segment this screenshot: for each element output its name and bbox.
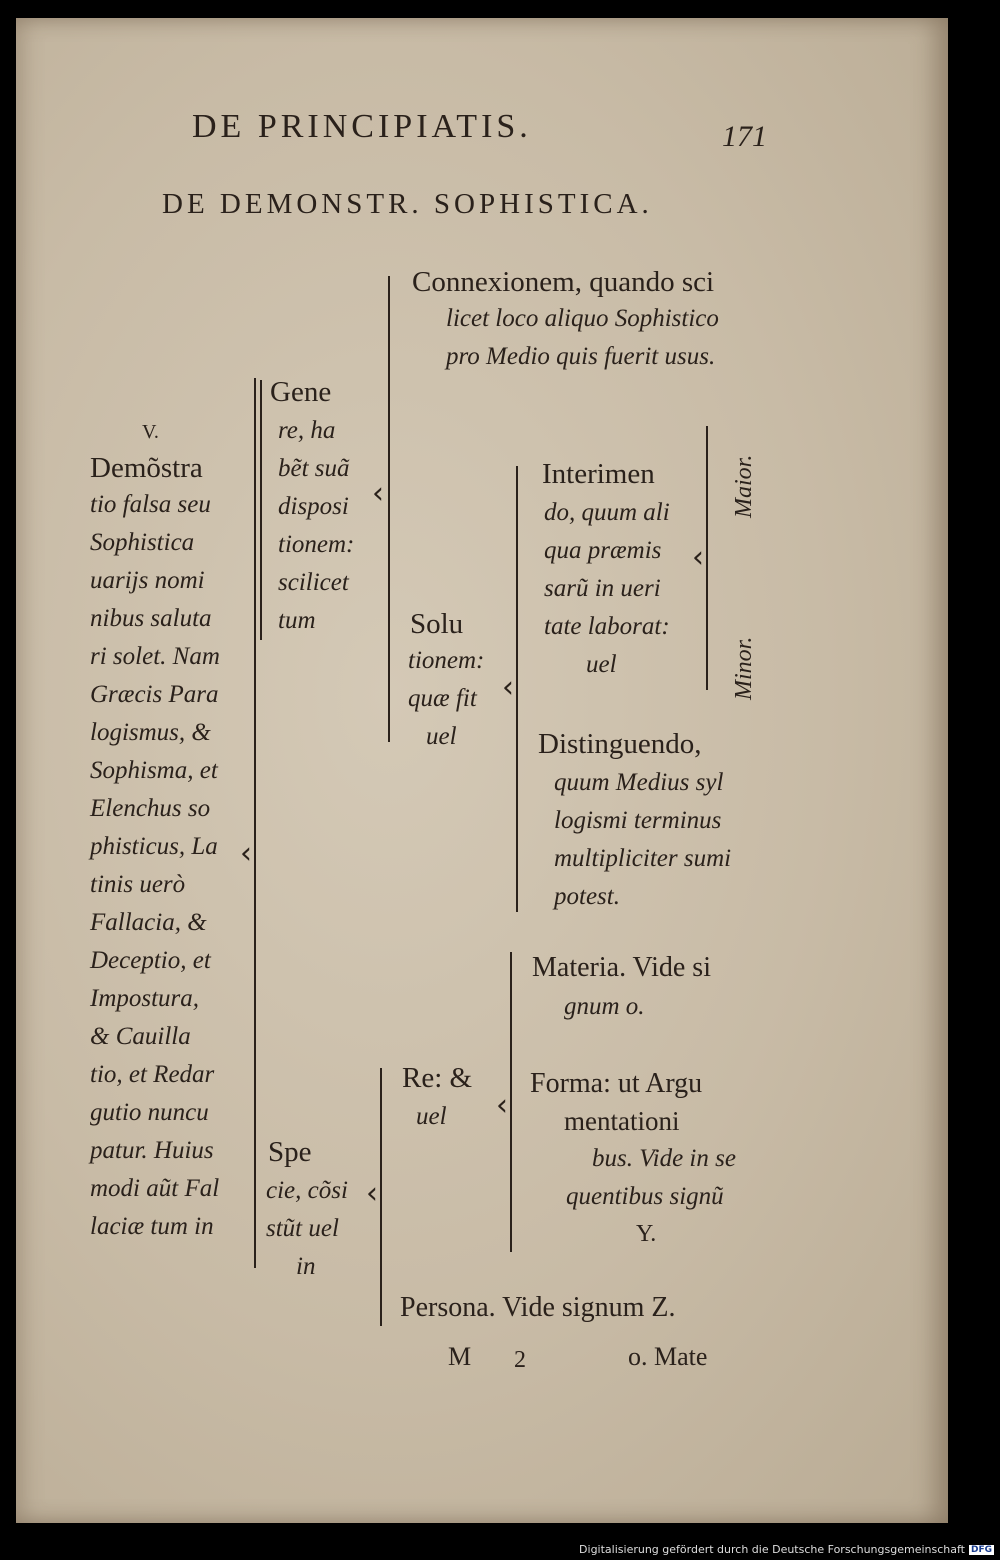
genere-brace-line (260, 380, 262, 640)
genere-line: tum (278, 607, 316, 634)
left-line: gutio nuncu (90, 1099, 209, 1126)
genere-line: re, ha (278, 417, 336, 444)
interimendo-line: qua præmis (544, 537, 662, 564)
left-line: tinis uerò (90, 871, 186, 898)
main-brace-point: ‹ (240, 836, 252, 871)
forma-text (530, 1068, 736, 1260)
persona-line: Persona. Vide signum Z. (400, 1292, 676, 1323)
distinguendo-head: Distinguendo, (538, 728, 702, 760)
solutionem-text (408, 648, 484, 762)
distinguendo-line: multipliciter sumi (554, 845, 732, 872)
genere-sub-brace-line (388, 276, 390, 742)
digitization-footer (579, 1543, 994, 1556)
left-column-text (90, 454, 220, 1252)
maior-label: Maior. (731, 454, 757, 518)
distinguendo-line: logismi terminus (554, 807, 722, 834)
specie-text (266, 1178, 348, 1292)
left-line: uarijs nomi (90, 567, 205, 594)
signature-mark: M (448, 1342, 472, 1371)
materia-line: Materia. Vide si (532, 952, 711, 983)
solutionem-line: tionem: (408, 647, 485, 674)
connexionem-text (412, 266, 719, 382)
specie-brace-point: ‹ (366, 1176, 378, 1211)
genere-line: scilicet (278, 569, 349, 596)
solutionem-line: quæ fit (408, 685, 477, 712)
left-line: Sophistica (90, 529, 195, 556)
main-brace-line (254, 378, 256, 1268)
interimendo-line: do, quum ali (544, 499, 670, 526)
section-title: DE DEMONSTR. SOPHISTICA. (162, 188, 653, 220)
page-number: 171 (722, 120, 767, 153)
connexionem-line: Connexionem, quando sci (412, 266, 715, 298)
left-line: laciæ tum in (90, 1213, 214, 1240)
distinguendo-text (554, 770, 731, 922)
interimendo-head: Interimen (542, 458, 655, 490)
genere-line: bẽt suã (278, 455, 350, 482)
interimendo-line: uel (586, 651, 617, 678)
genere-text (278, 418, 354, 646)
section-mark: V. (142, 421, 159, 443)
premise-brace-line (706, 426, 708, 690)
re-brace-point: ‹ (496, 1088, 508, 1123)
left-line: nibus saluta (90, 605, 212, 632)
left-line: Græcis Para (90, 681, 219, 708)
left-line: patur. Huius (90, 1137, 214, 1164)
left-line: Impostura, (90, 985, 200, 1012)
catchword: o. Mate (628, 1342, 708, 1371)
solutionem-brace-line (516, 466, 518, 912)
materia-line: gnum o. (564, 993, 645, 1020)
left-line: Sophisma, et (90, 757, 218, 784)
genere-line: disposi (278, 493, 349, 520)
left-line: Elenchus so (90, 795, 211, 822)
specie-line: in (296, 1253, 316, 1280)
left-line: tio falsa seu (90, 491, 211, 518)
specie-brace-line (380, 1068, 382, 1326)
distinguendo-line: potest. (554, 883, 620, 910)
genere-sub-brace-point: ‹ (372, 476, 384, 511)
left-line: logismus, & (90, 719, 211, 746)
specie-line: cie, cõsi (266, 1177, 348, 1204)
forma-line: bus. Vide in se (592, 1145, 736, 1172)
gathering-number: 2 (514, 1347, 526, 1373)
book-page (16, 18, 948, 1523)
footer-text: Digitalisierung gefördert durch die Deutsche Forschungsgemeinschaft (579, 1543, 965, 1556)
running-title: DE PRINCIPIATIS. (192, 108, 532, 145)
premise-brace-point: ‹ (692, 540, 704, 575)
specie-head: Spe (268, 1136, 312, 1168)
genere-head: Gene (270, 376, 332, 408)
distinguendo-line: quum Medius syl (554, 769, 724, 796)
re-line: uel (416, 1103, 447, 1130)
minor-label: Minor. (731, 636, 757, 700)
re-brace-line (510, 952, 512, 1252)
left-line: modi aũt Fal (90, 1175, 220, 1202)
forma-line: mentationi (564, 1106, 680, 1136)
left-line: & Cauilla (90, 1023, 191, 1050)
interimendo-text (544, 500, 670, 690)
re-head: Re: & (402, 1062, 473, 1094)
interimendo-line: tate laborat: (544, 613, 670, 640)
materia-text (532, 954, 711, 1032)
left-line: Deceptio, et (90, 947, 211, 974)
genere-line: tionem: (278, 531, 355, 558)
connexionem-line: licet loco aliquo Sophistico (446, 305, 719, 332)
solutionem-head: Solu (410, 608, 464, 640)
solutionem-line: uel (426, 723, 457, 750)
left-line: Fallacia, & (90, 909, 207, 936)
left-line: tio, et Redar (90, 1061, 215, 1088)
forma-line: Forma: ut Argu (530, 1068, 703, 1099)
left-line: Demõstra (90, 452, 203, 484)
connexionem-line: pro Medio quis fuerit usus. (446, 343, 716, 370)
forma-line: quentibus signũ (566, 1183, 724, 1210)
left-line: ri solet. Nam (90, 643, 220, 670)
specie-line: stũt uel (266, 1215, 339, 1242)
solutionem-brace-point: ‹ (502, 670, 514, 705)
interimendo-line: sarũ in ueri (544, 575, 661, 602)
left-line: phisticus, La (90, 833, 218, 860)
dfg-logo: DFG (970, 1544, 992, 1555)
forma-line: Y. (636, 1221, 657, 1247)
